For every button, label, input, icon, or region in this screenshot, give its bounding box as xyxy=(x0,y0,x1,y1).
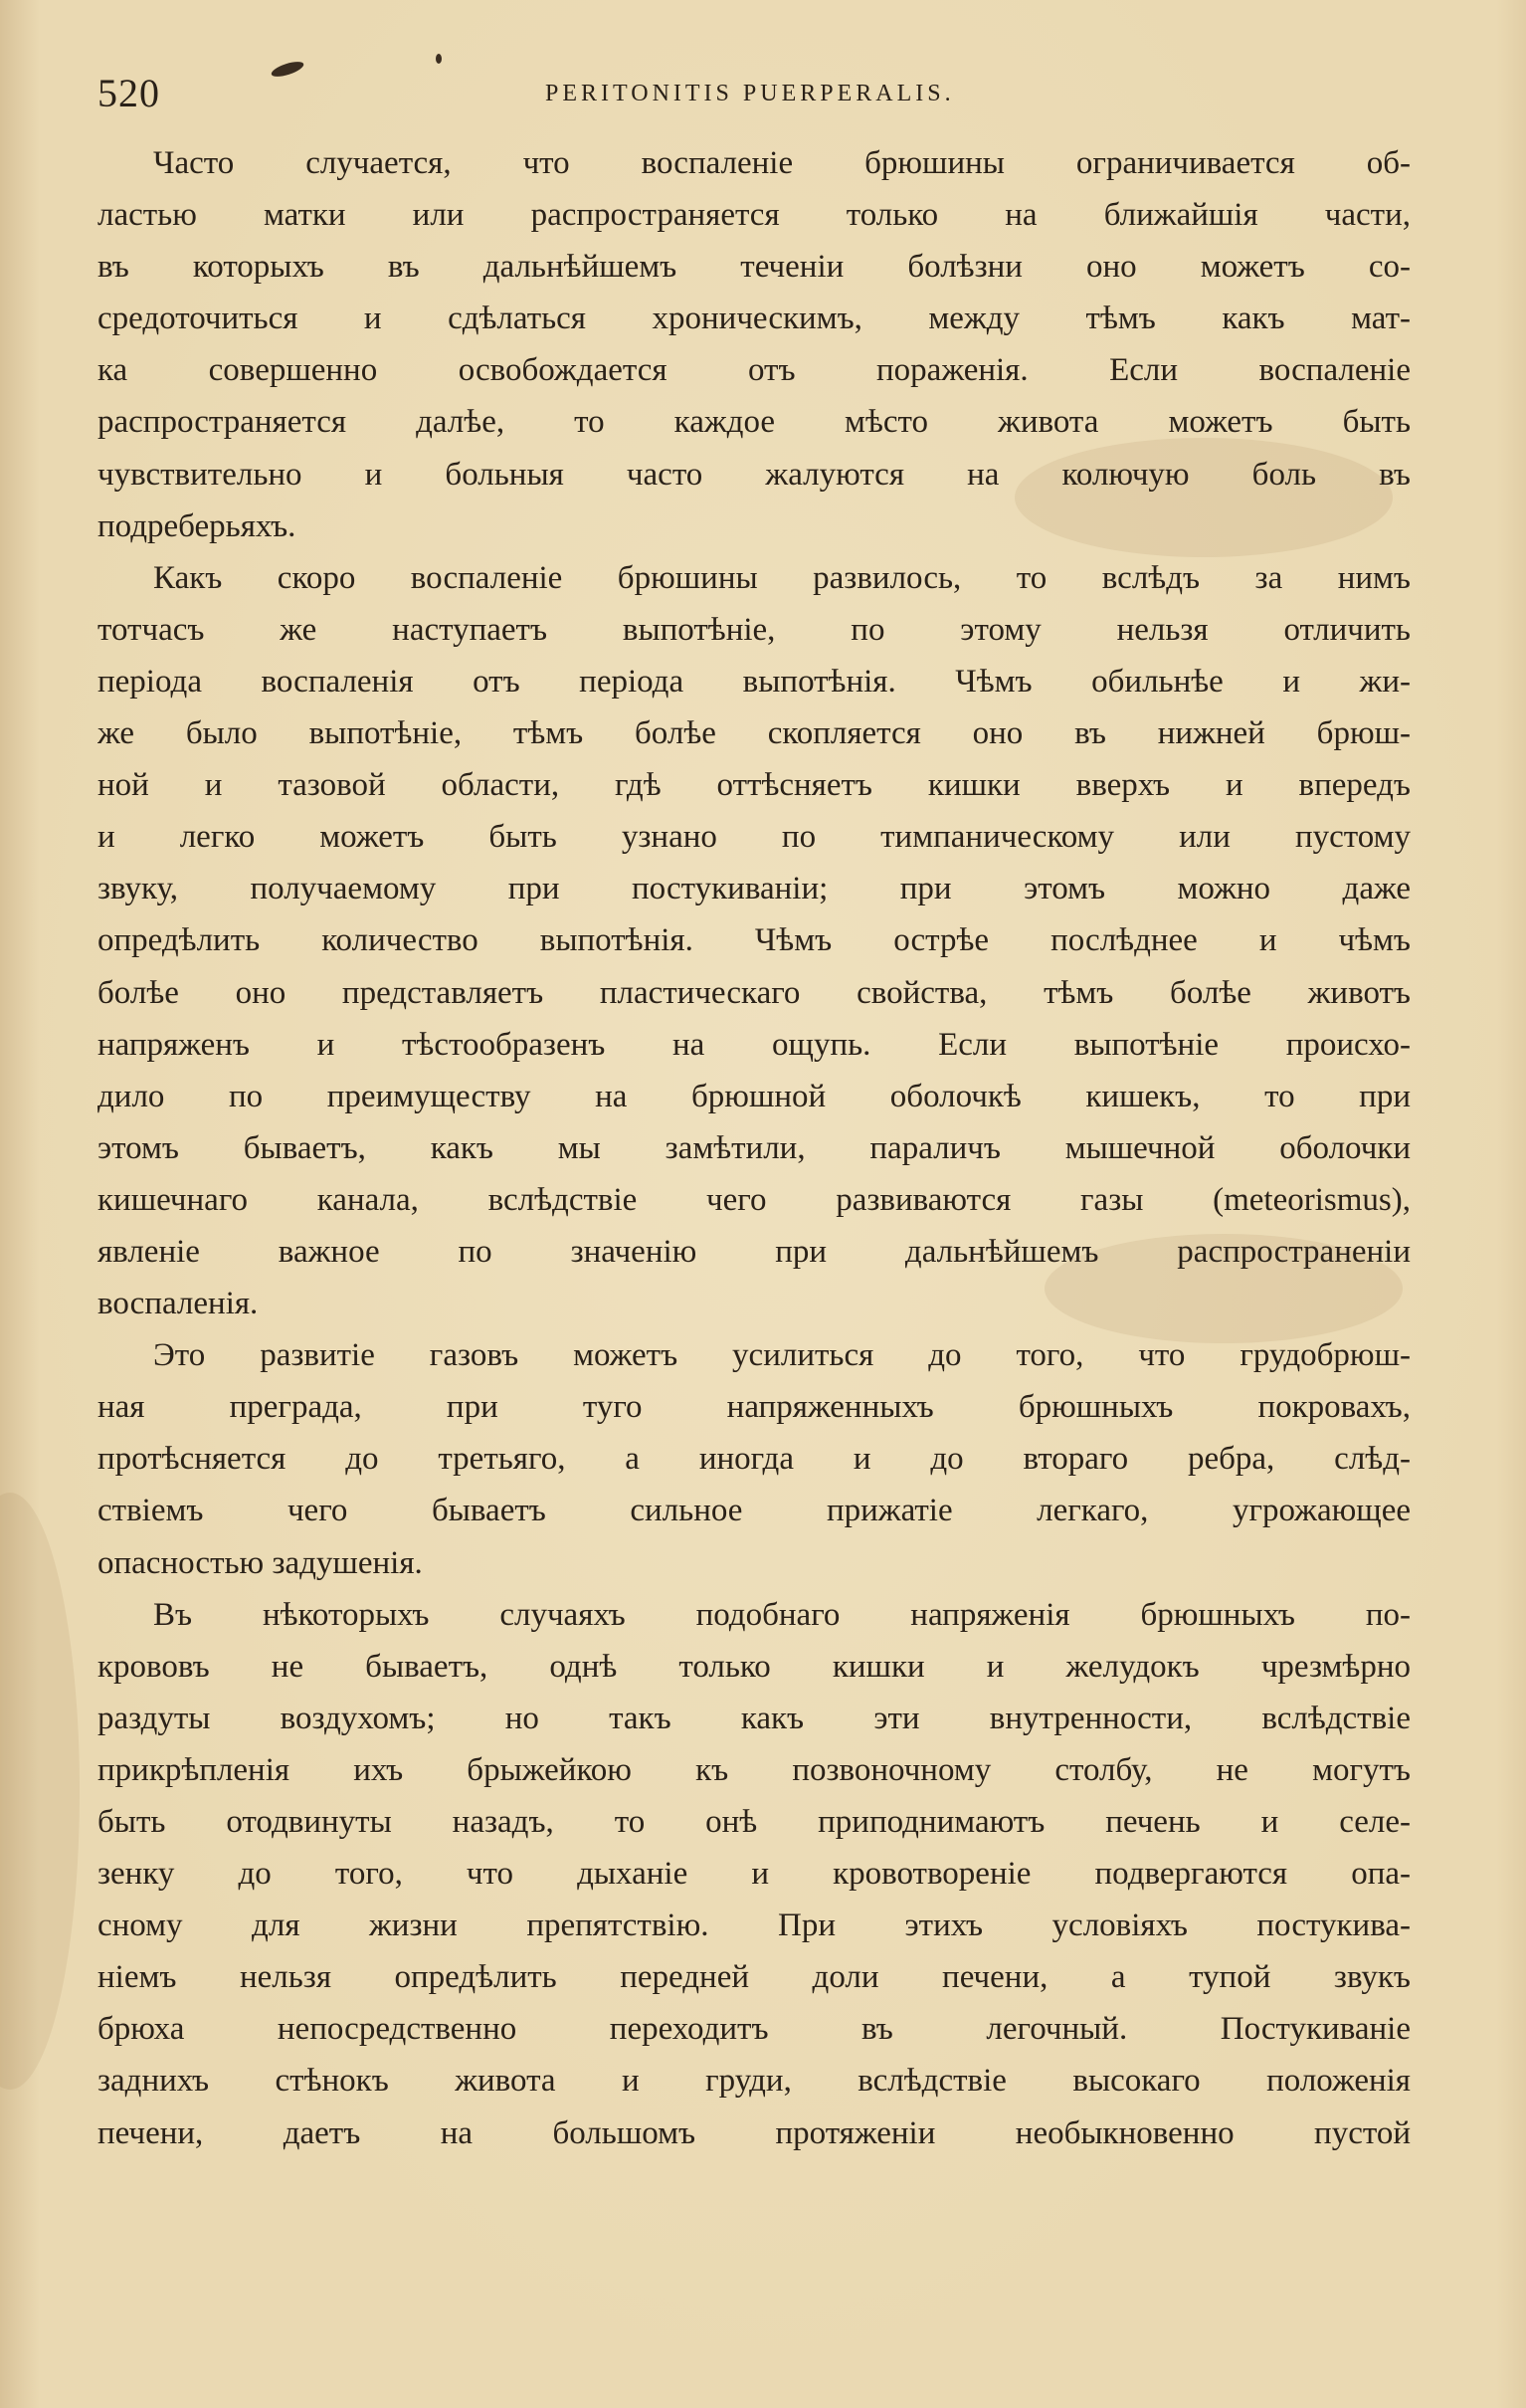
text-line: Въ нѣкоторыхъ случаяхъ подобнаго напряженія брюшныхъ по- xyxy=(153,1596,1411,1633)
text-line: раздуты воздухомъ; но такъ какъ эти внутренности, вслѣдствіе xyxy=(97,1700,1411,1736)
text-line: Это развитіе газовъ можетъ усилиться до того, что грудобрюш- xyxy=(153,1337,1411,1374)
text-line: быть отодвинуты назадъ, то онѣ приподнимаютъ печень и селе- xyxy=(97,1804,1411,1840)
text-line: Часто случается, что воспаленіе брюшины ограничивается об- xyxy=(153,145,1411,181)
text-line: чувствительно и больныя часто жалуются на колючую боль въ xyxy=(97,456,1411,493)
text-line: и легко можетъ быть узнано по тимпаническому или пустому xyxy=(97,819,1411,856)
text-line: напряженъ и тѣстообразенъ на ощупь. Если выпотѣніе происхо- xyxy=(97,1026,1411,1063)
text-line: протѣсняется до третьяго, а иногда и до втораго ребра, слѣд- xyxy=(97,1441,1411,1478)
text-line: ка совершенно освобождается отъ пораженія. Если воспаленіе xyxy=(97,352,1411,389)
text-line: дило по преимуществу на брюшной оболочкѣ кишекъ, то при xyxy=(97,1078,1411,1114)
text-line: же было выпотѣніе, тѣмъ болѣе скопляется оно въ нижней брюш- xyxy=(97,715,1411,752)
text-line: Какъ скоро воспаленіе брюшины развилось, то вслѣдъ за нимъ xyxy=(153,559,1411,596)
text-line: этомъ бываетъ, какъ мы замѣтили, параличъ мышечной оболочки xyxy=(97,1129,1411,1166)
text-line: распространяется далѣе, то каждое мѣсто живота можетъ быть xyxy=(97,404,1411,441)
paragraph xyxy=(97,1329,1411,1588)
text-line: опредѣлить количество выпотѣнія. Чѣмъ острѣе послѣднее и чѣмъ xyxy=(97,922,1411,959)
text-line: ствіемъ чего бываетъ сильное прижатіе легкаго, угрожающее xyxy=(97,1493,1411,1529)
paper-stain xyxy=(0,1493,80,2090)
text-line: подреберьяхъ. xyxy=(97,507,296,544)
text-line: прикрѣпленія ихъ брыжейкою къ позвоночному столбу, не могутъ xyxy=(97,1751,1411,1788)
text-line: тотчасъ же наступаетъ выпотѣніе, по этому нельзя отличить xyxy=(97,611,1411,648)
text-line: звуку, получаемому при постукиваніи; при этомъ можно даже xyxy=(97,871,1411,907)
text-line: брюха непосредственно переходитъ въ легочный. Постукиваніе xyxy=(97,2011,1411,2048)
text-line: ластью матки или распространяется только на ближайшія части, xyxy=(97,197,1411,234)
text-line: явленіе важное по значенію при дальнѣйшемъ распространеніи xyxy=(97,1233,1411,1270)
paragraph xyxy=(97,552,1411,1329)
text-line: воспаленія. xyxy=(97,1286,259,1322)
text-line: ной и тазовой области, гдѣ оттѣсняетъ кишки вверхъ и впередъ xyxy=(97,767,1411,804)
page-header xyxy=(97,66,1411,121)
page-number: 520 xyxy=(97,71,160,115)
paragraph xyxy=(97,1589,1411,2159)
text-line: сному для жизни препятствію. При этихъ условіяхъ постукива- xyxy=(97,1907,1411,1944)
body-text xyxy=(97,137,1411,2366)
text-line: печени, даетъ на большомъ протяженіи необыкновенно пустой xyxy=(97,2114,1411,2151)
text-line: крововъ не бываетъ, однѣ только кишки и желудокъ чрезмѣрно xyxy=(97,1648,1411,1685)
paragraph xyxy=(97,137,1411,552)
text-line: ніемъ нельзя опредѣлить передней доли печени, а тупой звукъ xyxy=(97,1959,1411,1996)
text-line: въ которыхъ въ дальнѣйшемъ теченіи болѣзни оно можетъ со- xyxy=(97,249,1411,286)
ink-smudge xyxy=(436,54,442,64)
text-line: кишечнаго канала, вслѣдствіе чего развиваются газы (meteorismus), xyxy=(97,1181,1411,1218)
text-line: ная преграда, при туго напряженныхъ брюшныхъ покровахъ, xyxy=(97,1389,1411,1426)
running-head: PERITONITIS PUERPERALIS. xyxy=(545,81,955,106)
text-line: зенку до того, что дыханіе и кровотвореніе подвергаются опа- xyxy=(97,1856,1411,1893)
text-line: опасностью задушенія. xyxy=(97,1544,423,1581)
text-line: болѣе оно представляетъ пластическаго свойства, тѣмъ болѣе животъ xyxy=(97,974,1411,1011)
text-line: заднихъ стѣнокъ живота и груди, вслѣдствіе высокаго положенія xyxy=(97,2063,1411,2100)
text-line: средоточиться и сдѣлаться хроническимъ, между тѣмъ какъ мат- xyxy=(97,301,1411,337)
text-line: періода воспаленія отъ періода выпотѣнія. Чѣмъ обильнѣе и жи- xyxy=(97,663,1411,700)
